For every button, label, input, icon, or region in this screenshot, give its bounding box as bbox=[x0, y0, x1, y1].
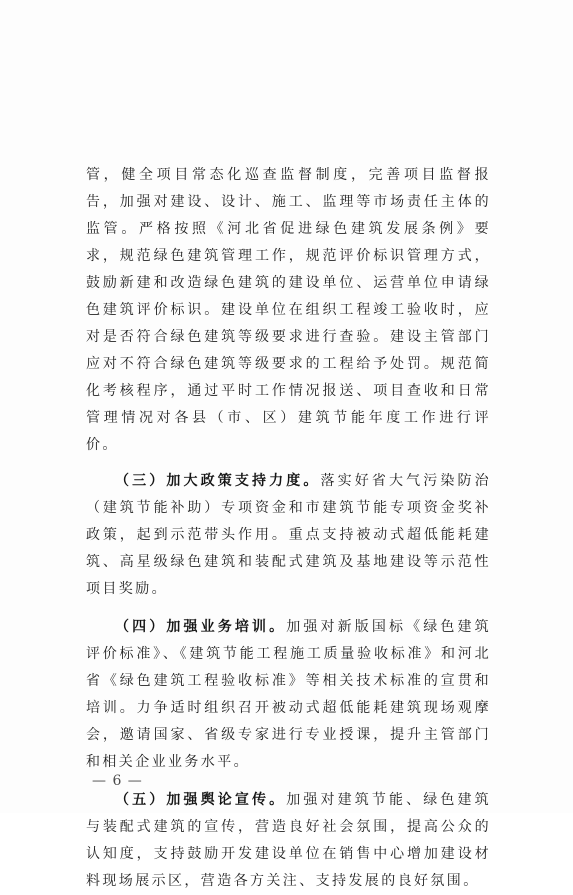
page-number: — 6 — bbox=[92, 773, 143, 789]
paragraph-public-publicity bbox=[86, 787, 491, 895]
paragraph-text: 加强对建筑节能、绿色建筑与装配式建筑的宣传，营造良好社会氛围，提高公众的认知度，支持鼓励开发建设单位在销售中心增加建设材料现场展示区，营造各方关注、支持发展的良好氛围。 bbox=[86, 792, 491, 889]
paragraph-text: 管，健全项目常态化巡查监督制度，完善项目监督报告，加强对建设、设计、施工、监理等市场责任主体的监管。严格按照《河北省促进绿色建筑发展条例》要求，规范绿色建筑管理工作，规范评价标识管理方式，鼓励新建和改造绿色建筑的建设单位、运营单位申请绿色建筑评价标识。建设单位在组织工程竣工验收时，应对是否符合绿色建筑等级要求进行查验。建设主管部门应对不符合绿色建筑等级要求的工程给予处罚。规范简化考核程序，通过平时工作情况报送、项目查收和日常管理情况对各县（市、区）建筑节能年度工作进行评价。 bbox=[86, 167, 491, 453]
paragraph-text: 落实好省大气污染防治（建筑节能补助）专项资金和市建筑节能专项资金奖补政策，起到示范带头作用。重点支持被动式超低能耗建筑、高星级绿色建筑和装配式建筑及基地建设等示范性项目奖励。 bbox=[86, 473, 491, 597]
paragraph-continuation bbox=[86, 162, 491, 459]
document-body bbox=[86, 162, 491, 895]
paragraph-text: 加强对新版国标《绿色建筑评价标准》、《建筑节能工程施工质量验收标准》和河北省《绿色建筑工程验收标准》等相关技术标准的宣贯和培训。力争适时组织召开被动式超低能耗建筑现场观摩会，邀请国家、省级专家进行专业授课，提升主管部门和相关企业业务水平。 bbox=[86, 619, 491, 770]
section-heading: （四）加强业务培训。 bbox=[115, 619, 287, 635]
section-heading: （五）加强舆论宣传。 bbox=[115, 792, 287, 808]
paragraph-business-training bbox=[86, 614, 491, 776]
section-heading: （三）加大政策支持力度。 bbox=[115, 473, 321, 489]
paragraph-policy-support bbox=[86, 468, 491, 603]
